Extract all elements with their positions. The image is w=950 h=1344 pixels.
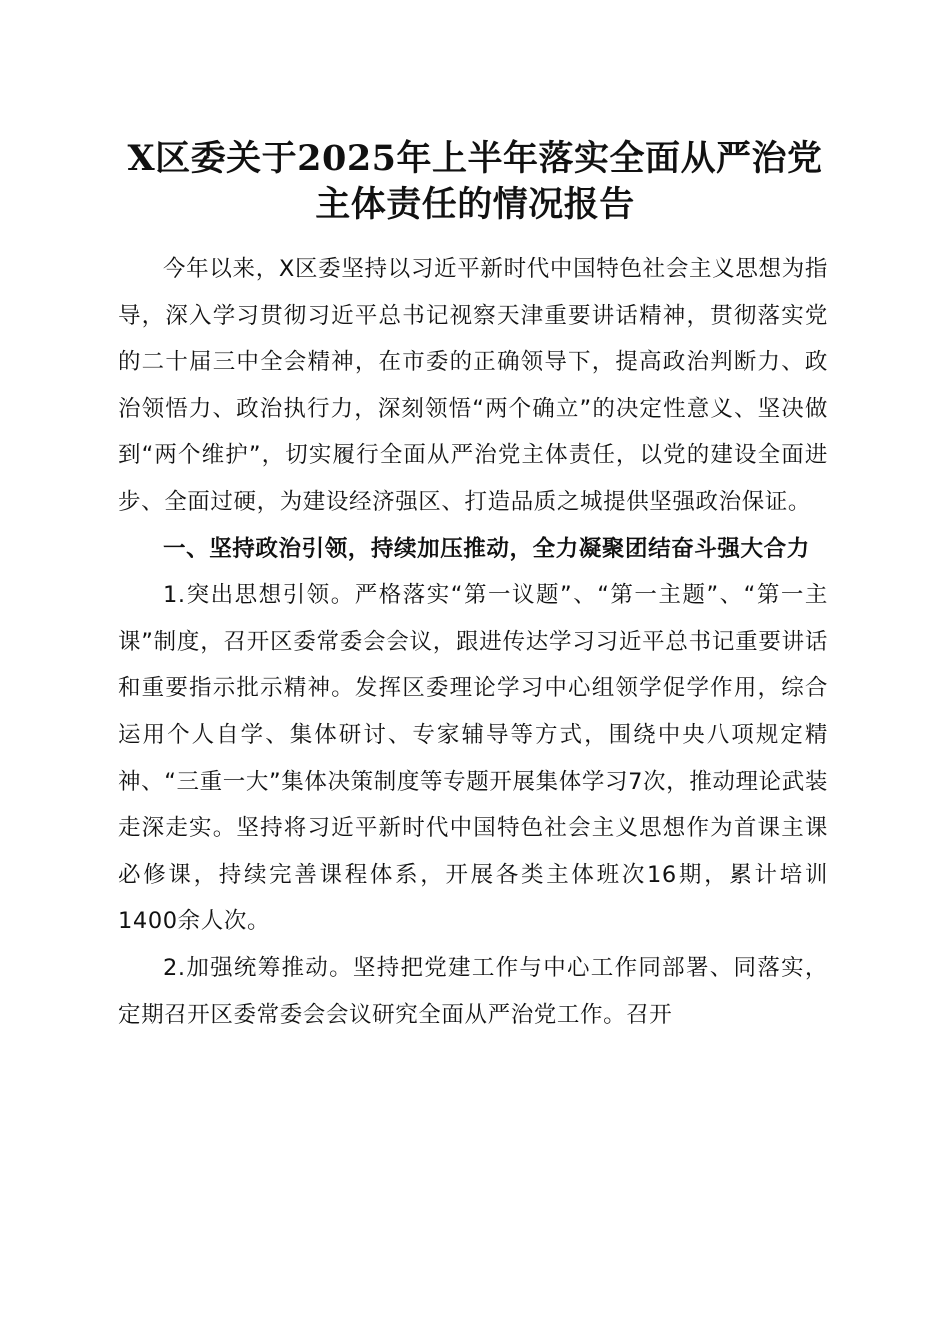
section-1-heading: 一、坚持政治引领，持续加压推动，全力凝聚团结奋斗强大合力 (163, 535, 810, 562)
intro-paragraph: 今年以来，X区委坚持以习近平新时代中国特色社会主义思想为指导，深入学习贯彻习近平总书记视察天津重要讲话精神，贯彻落实党的二十届三中全会精神，在市委的正确领导下，提高政治判断力、政治领悟力、政治执行力，深刻领悟“两个确立”的决定性意义、坚决做到“两个维护”，切实履行全面从严治党主体责任，以党的建设全面进步、全面过硬，为建设经济强区、打造品质之城提供坚强政治保证。 (118, 256, 828, 515)
title-line-2: 主体责任的情况报告 (315, 184, 635, 225)
item-2-paragraph: 2.加强统筹推动。坚持把党建工作与中心工作同部署、同落实，定期召开区委常委会会议研究全面从严治党工作。召开 (118, 954, 828, 1028)
document-title (120, 136, 830, 228)
item-1-paragraph: 1.突出思想引领。严格落实“第一议题”、“第一主题”、“第一主课”制度，召开区委常委会会议，跟进传达学习习近平总书记重要讲话和重要指示批示精神。发挥区委理论学习中心组领学促学作用，综合运用个人自学、集体研讨、专家辅导等方式，围绕中央八项规定精神、“三重一大”集体决策制度等专题开展集体学习7次，推动理论武装走深走实。坚持将习近平新时代中国特色社会主义思想作为首课主课必修课，持续完善课程体系，开展各类主体班次16期，累计培训1400余人次。 (118, 582, 828, 935)
title-line-1: X区委关于2025年上半年落实全面从严治党 (127, 138, 823, 179)
document-body (118, 246, 828, 1038)
